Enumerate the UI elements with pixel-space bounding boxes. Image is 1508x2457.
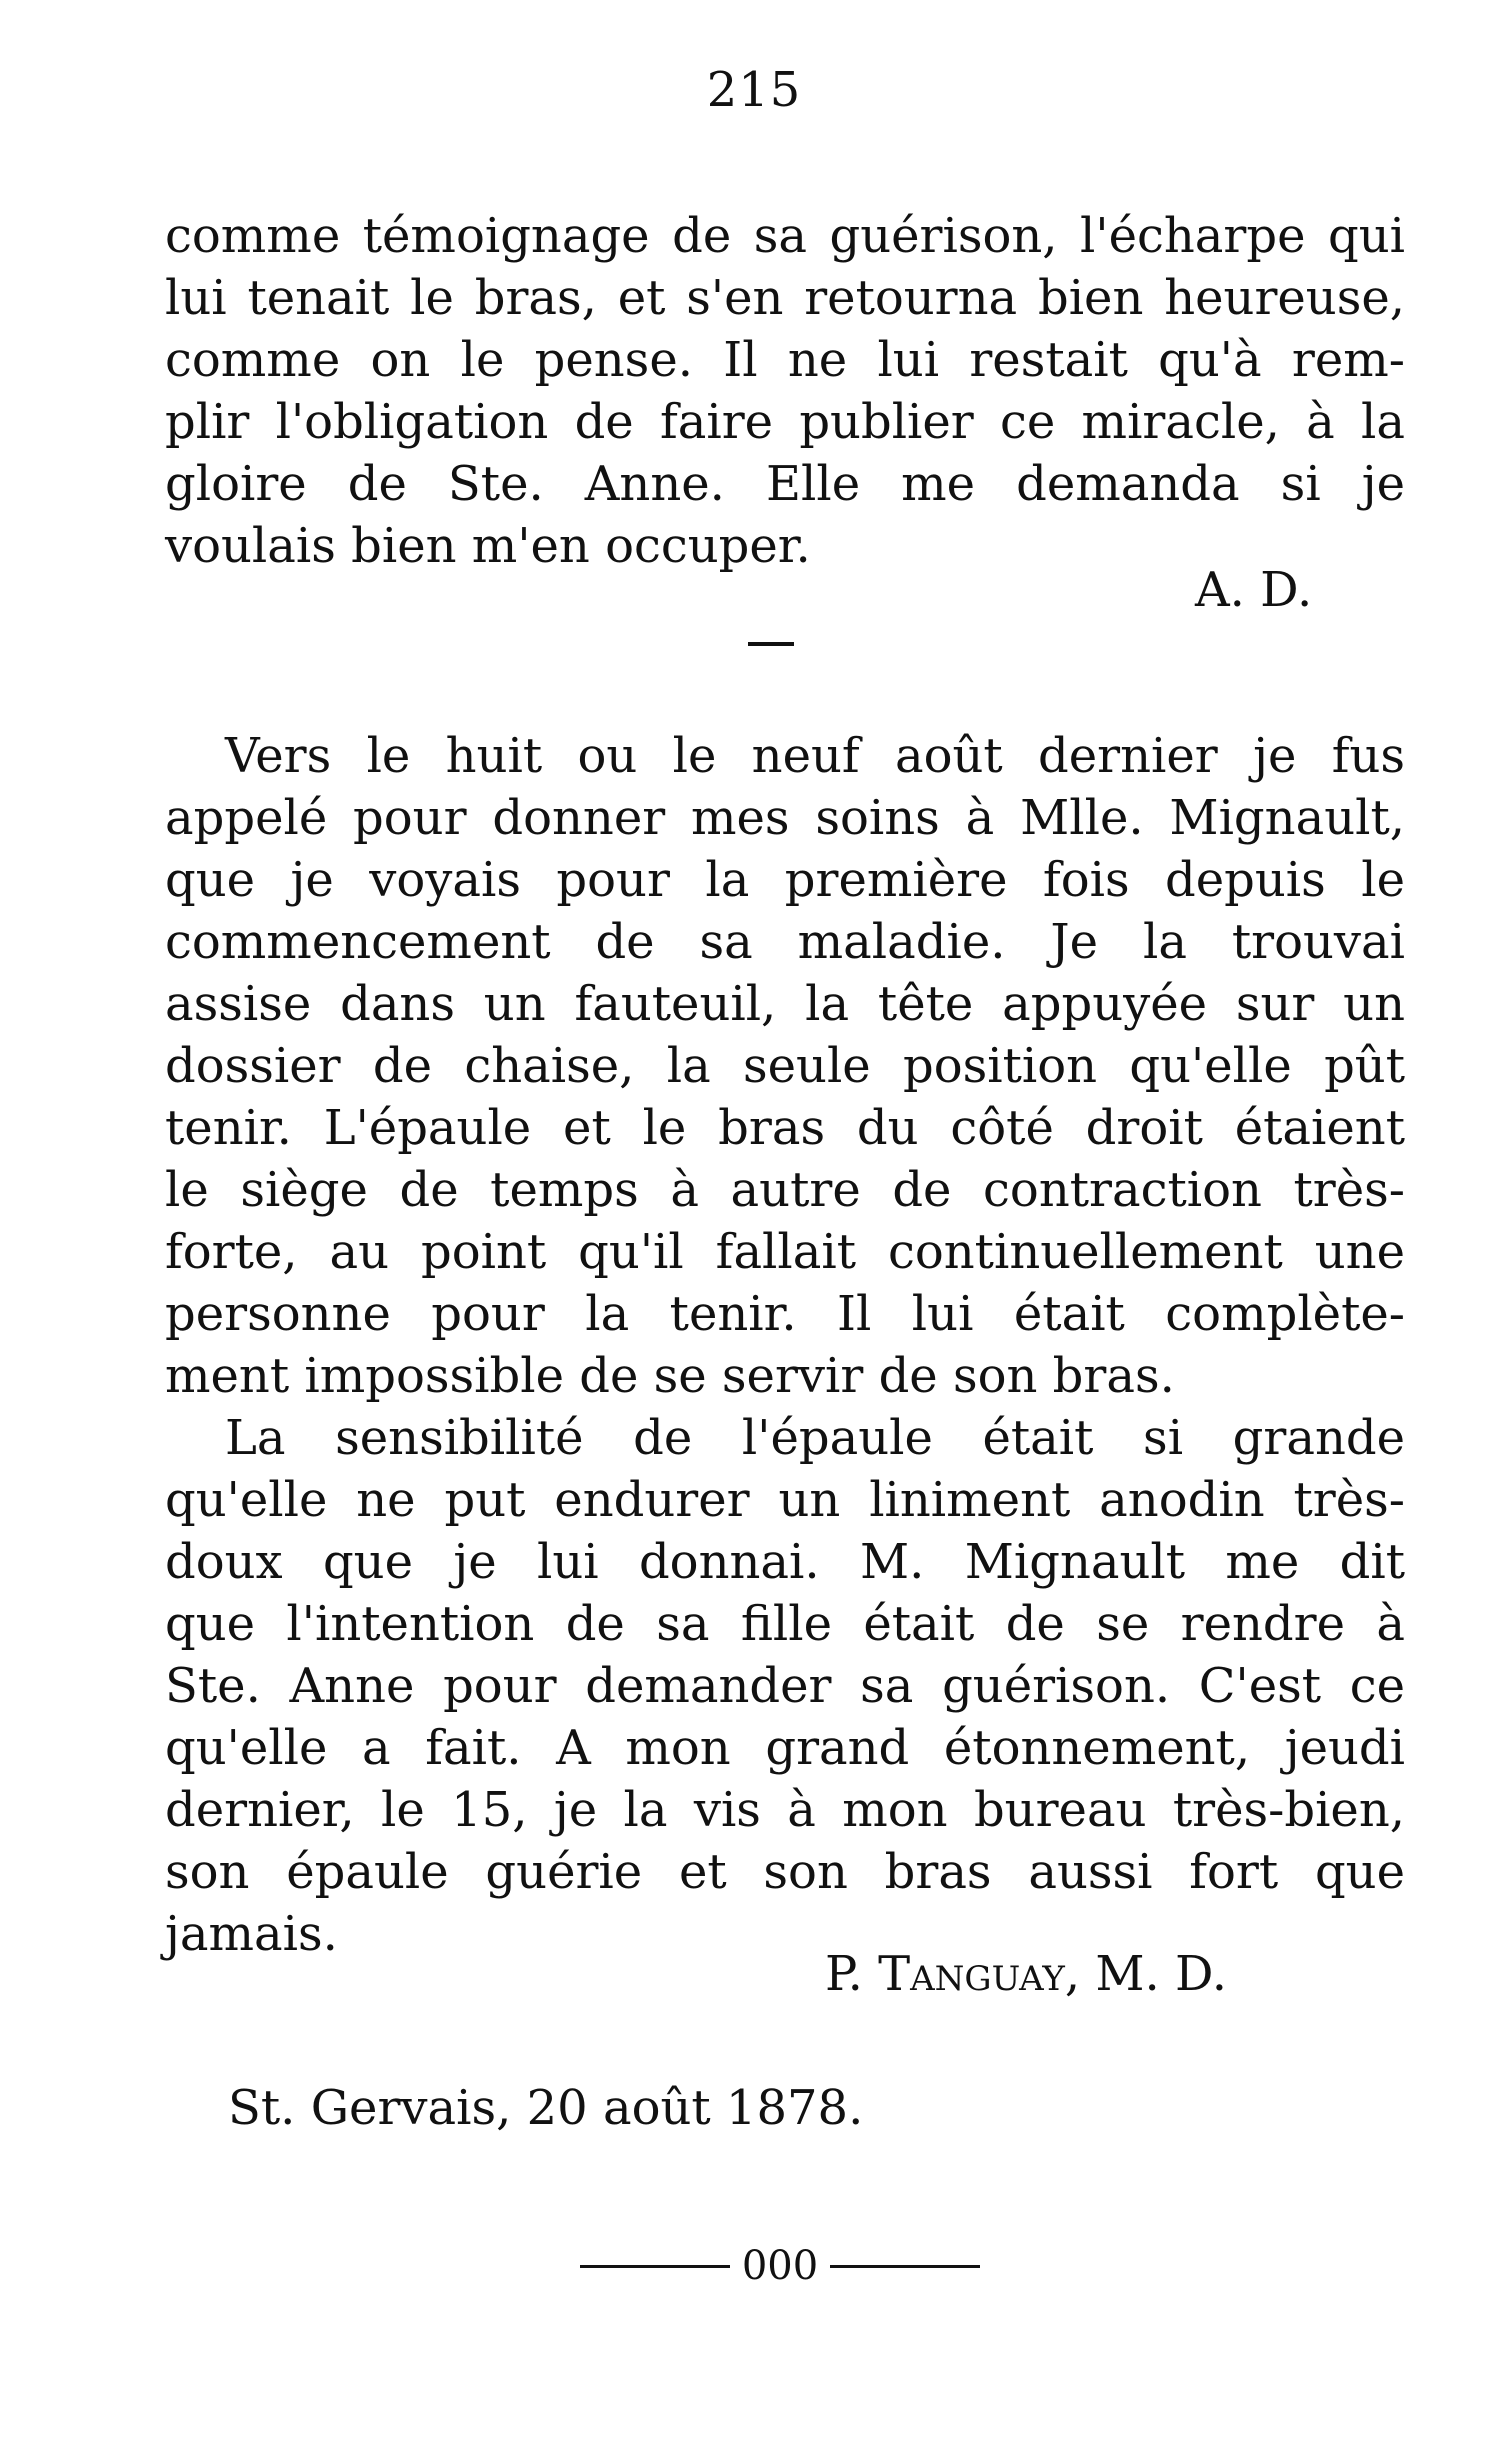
page-number: 215: [706, 62, 802, 118]
signature-initials: A. D.: [1195, 562, 1313, 618]
signature-doctor: [825, 1946, 1227, 2002]
separator-rule-left: [580, 2265, 730, 2268]
text-line: le siège de temps à autre de contraction très-: [165, 1162, 1405, 1218]
text-line: tenir. L'épaule et le bras du côté droit étaient: [165, 1100, 1405, 1156]
text-line: doux que je lui donnai. M. Mignault me dit: [165, 1534, 1405, 1590]
text-line: Vers le huit ou le neuf août dernier je fus: [225, 728, 1405, 784]
text-line: appelé pour donner mes soins à Mlle. Mignault,: [165, 790, 1405, 846]
paragraph-healing: [165, 1407, 1405, 1965]
text-line: dossier de chaise, la seule position qu'elle pût: [165, 1038, 1405, 1094]
text-line: Ste. Anne pour demander sa guérison. C'est ce: [165, 1658, 1405, 1714]
text-line: jamais.: [165, 1906, 338, 1962]
paragraph-continued: [165, 205, 1405, 577]
text-line: personne pour la tenir. Il lui était complète-: [165, 1286, 1405, 1342]
text-line: plir l'obligation de faire publier ce miracle, à la: [165, 394, 1405, 450]
text-line: son épaule guérie et son bras aussi fort que: [165, 1844, 1405, 1900]
text-line: que je voyais pour la première fois depuis le: [165, 852, 1405, 908]
text-line: qu'elle a fait. A mon grand étonnement, jeudi: [165, 1720, 1405, 1776]
text-line: La sensibilité de l'épaule était si grande: [225, 1410, 1405, 1466]
text-line: qu'elle ne put endurer un liniment anodin très-: [165, 1472, 1405, 1528]
text-line: comme témoignage de sa guérison, l'écharpe qui: [165, 208, 1405, 264]
text-line: commencement de sa maladie. Je la trouvai: [165, 914, 1405, 970]
short-divider: [748, 642, 794, 646]
section-separator: [540, 2243, 1020, 2289]
text-line: lui tenait le bras, et s'en retourna bien heureuse,: [165, 270, 1405, 326]
text-line: comme on le pense. Il ne lui restait qu'à rem-: [165, 332, 1405, 388]
text-line: dernier, le 15, je la vis à mon bureau très-bien,: [165, 1782, 1405, 1838]
text-line: voulais bien m'en occuper.: [165, 518, 811, 574]
text-line: que l'intention de sa fille était de se rendre à: [165, 1596, 1405, 1652]
paragraph-testimony: [165, 725, 1405, 1407]
signature-surname: Tanguay: [878, 1946, 1065, 2002]
signature-initial: P.: [825, 1946, 863, 2002]
signature-suffix: , M. D.: [1064, 1946, 1228, 2002]
text-line: assise dans un fauteuil, la tête appuyée sur un: [165, 976, 1405, 1032]
text-line: forte, au point qu'il fallait continuellement une: [165, 1224, 1405, 1280]
separator-mark: 000: [741, 2243, 819, 2289]
text-line: ment impossible de se servir de son bras.: [165, 1348, 1175, 1404]
dateline: St. Gervais, 20 août 1878.: [228, 2080, 864, 2136]
text-line: gloire de Ste. Anne. Elle me demanda si je: [165, 456, 1405, 512]
separator-rule-right: [830, 2265, 980, 2268]
